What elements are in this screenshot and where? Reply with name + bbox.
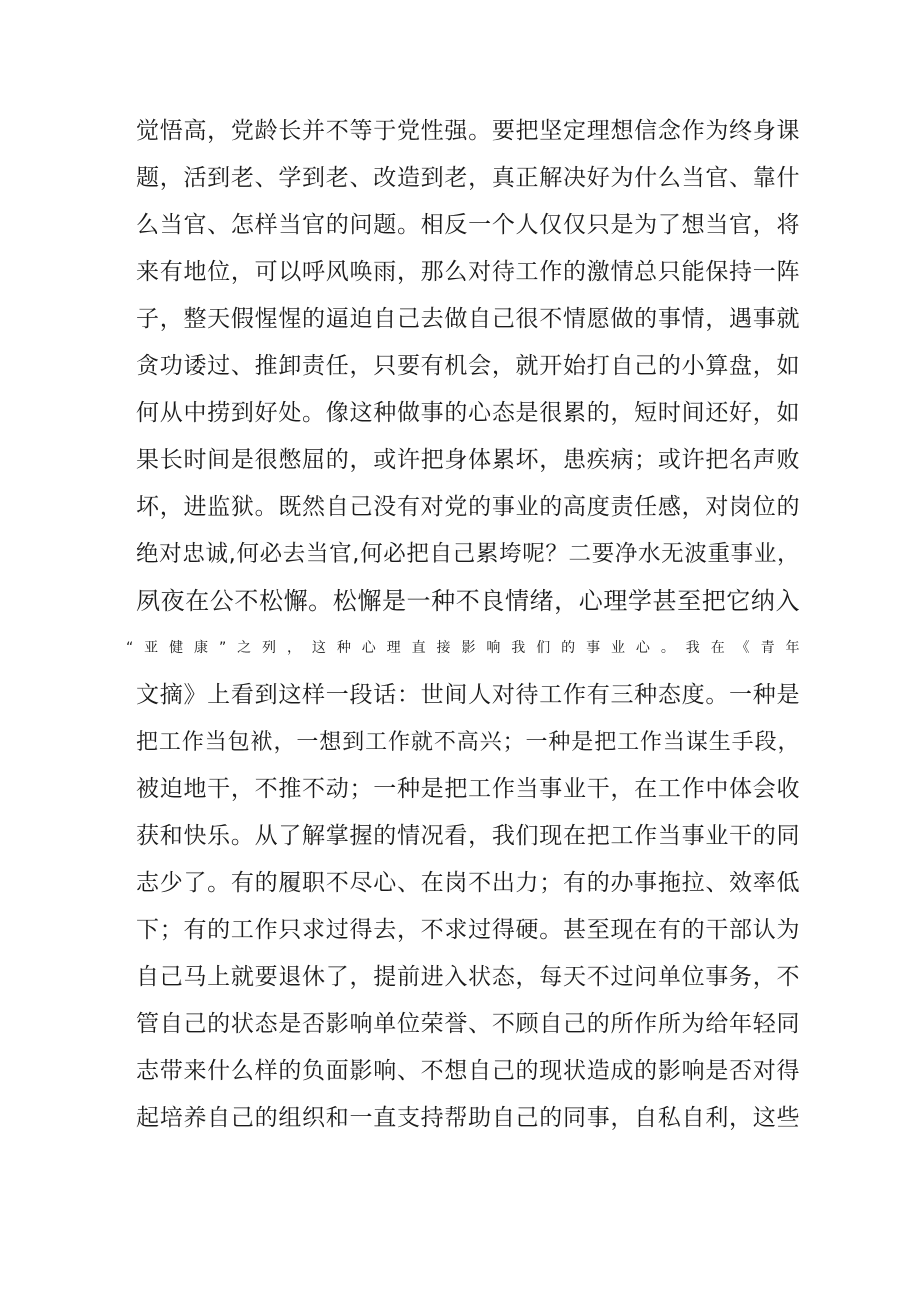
- text-line-19: 自己马上就要退休了，提前进入状态，每天不过问单位事务，不: [136, 964, 800, 990]
- text-line-10: 绝对忠诚,何必去当官,何必把自己累垮呢？二要净水无波重事业，: [136, 541, 800, 567]
- text-line-8: 果长时间是很憋屈的，或许把身体累坏，患疾病；或许把名声败: [136, 447, 800, 473]
- text-line-7: 何从中捞到好处。像这种做事的心态是很累的，短时间还好，如: [136, 400, 800, 426]
- text-line-9: 坏，进监狱。既然自己没有对党的事业的高度责任感，对岗位的: [136, 494, 800, 520]
- text-line-14: 把工作当包袱，一想到工作就不高兴；一种是把工作当谋生手段，: [136, 730, 800, 755]
- text-line-5: 子，整天假惺惺的逼迫自己去做自己很不情愿做的事情，遇事就: [136, 306, 800, 332]
- text-line-13: 文摘》上看到这样一段话：世间人对待工作有三种态度。一种是: [136, 682, 800, 708]
- text-line-6: 贪功诿过、推卸责任，只要有机会，就开始打自己的小算盘，如: [136, 353, 800, 379]
- text-line-17: 志少了。有的履职不尽心、在岗不出力；有的办事拖拉、效率低: [136, 870, 800, 896]
- text-line-22: 起培养自己的组织和一直支持帮助自己的同事，自私自利，这些: [136, 1105, 800, 1131]
- text-line-18: 下；有的工作只求过得去，不求过得硬。甚至现在有的干部认为: [136, 917, 800, 943]
- body-text: [126, 108, 800, 1142]
- text-line-4: 来有地位，可以呼风唤雨，那么对待工作的激情总只能保持一阵: [136, 259, 800, 285]
- text-line-15: 被迫地干，不推不动；一种是把工作当事业干，在工作中体会收: [136, 776, 800, 802]
- text-line-16: 获和快乐。从了解掌握的情况看，我们现在把工作当事业干的同: [136, 823, 800, 849]
- text-line-2: 题，活到老、学到老、改造到老，真正解决好为什么当官、靠什: [136, 165, 800, 191]
- text-line-12: “亚健康”之列，这种心理直接影响我们的事业心。我在《青年: [126, 640, 800, 656]
- text-line-1: 觉悟高，党龄长并不等于党性强。要把坚定理想信念作为终身课: [136, 118, 800, 144]
- text-line-11: 夙夜在公不松懈。松懈是一种不良情绪，心理学甚至把它纳入: [136, 587, 800, 615]
- text-line-21: 志带来什么样的负面影响、不想自己的现状造成的影响是否对得: [136, 1058, 800, 1084]
- text-line-3: 么当官、怎样当官的问题。相反一个人仅仅只是为了想当官，将: [136, 212, 800, 238]
- text-line-20: 管自己的状态是否影响单位荣誉、不顾自己的所作所为给年轻同: [136, 1011, 800, 1037]
